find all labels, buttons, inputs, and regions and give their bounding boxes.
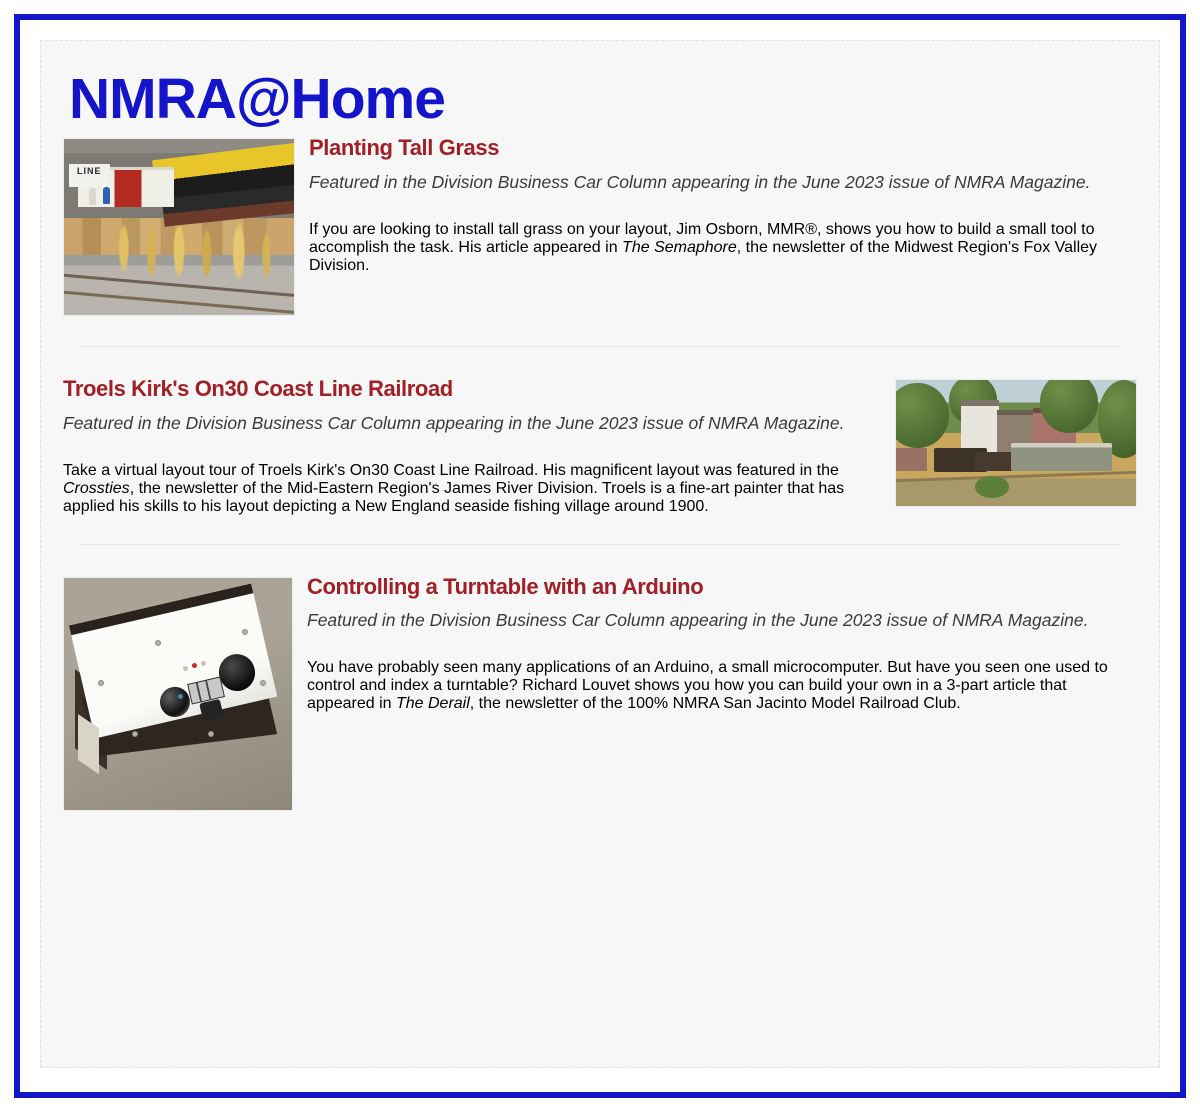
rail-lower (63, 290, 295, 315)
newsletter-content-card (40, 40, 1160, 1068)
article-body-italic-title: The Derail (395, 695, 470, 713)
tree-shape (1040, 379, 1098, 433)
figure-worker-a (89, 188, 96, 205)
article-body-part1: If you are looking to install tall grass on your layout, Jim Osborn, MMR®, shows you how to build a small tool to accomplish the task. His article appeared in (309, 220, 1095, 256)
article-subtitle: Featured in the Division Business Car Column appearing in the June 2023 issue of NMRA Magazine. (307, 610, 1089, 631)
article-heading[interactable]: Troels Kirk's On30 Coast Line Railroad (63, 376, 453, 401)
track-shape (896, 471, 1136, 482)
page-border-frame (14, 14, 1186, 1098)
tender-shape (975, 452, 1016, 471)
article-image-arduino-control-panel[interactable] (63, 577, 293, 811)
article-image-planting-tall-grass[interactable] (63, 138, 295, 316)
article-image-troels-kirk-layout[interactable] (895, 379, 1137, 507)
article-body-part1: Take a virtual layout tour of Troels Kirk's On30 Coast Line Railroad. His magnificent layout was featured in the (63, 461, 839, 479)
line-sign: LINE (69, 164, 110, 187)
led-indicator (182, 665, 188, 671)
tree-shape (895, 383, 949, 449)
article-planting-tall-grass (63, 134, 1137, 318)
article-divider (79, 346, 1121, 347)
screw-icon (260, 680, 266, 686)
article-subtitle: Featured in the Division Business Car Column appearing in the June 2023 issue of NMRA Magazine. (63, 412, 845, 433)
article-body-italic-title: The Semaphore (622, 238, 737, 256)
article-body-italic-title: Crossties (63, 479, 130, 497)
page-title: NMRA@Home (69, 67, 445, 131)
bush-shape (975, 476, 1009, 499)
article-heading[interactable]: Controlling a Turntable with an Arduino (307, 573, 704, 599)
article-body-part2: , the newsletter of the Midwest Region's Fox Valley Division. (309, 238, 1098, 274)
freight-car-shape (896, 448, 927, 471)
masthead (41, 41, 1159, 134)
screw-icon (242, 629, 248, 635)
article-body-part2: , the newsletter of the Mid-Eastern Region's James River Division. Troels is a fine-art painter that has applied his skills to his layout depicting a New England seaside fishing village around 1900. (63, 479, 845, 515)
article-list (41, 134, 1159, 813)
push-button (199, 699, 223, 722)
figure-worker-b (103, 187, 110, 204)
screw-icon (98, 680, 104, 686)
article-controlling-a-turntable-with-an-arduino (63, 573, 1137, 813)
article-body-part1: You have probably seen many applications of an Arduino, a small microcomputer. But have you seen one used to control and index a turntable? Richard Louvet shows you how you can build your own in a 3-part article that appeared in (307, 659, 1108, 713)
screw-icon (208, 731, 214, 737)
article-body-part2: , the newsletter of the 100% NMRA San Jacinto Model Railroad Club. (469, 695, 961, 713)
white-house-shape (961, 400, 999, 451)
combine-coach-shape (1011, 443, 1112, 471)
article-divider (79, 544, 1121, 545)
article-subtitle: Featured in the Division Business Car Column appearing in the June 2023 issue of NMRA Magazine. (309, 171, 1091, 192)
article-troels-kirk-on30-coast-line-railroad (63, 375, 1137, 516)
article-heading[interactable]: Planting Tall Grass (309, 135, 500, 160)
